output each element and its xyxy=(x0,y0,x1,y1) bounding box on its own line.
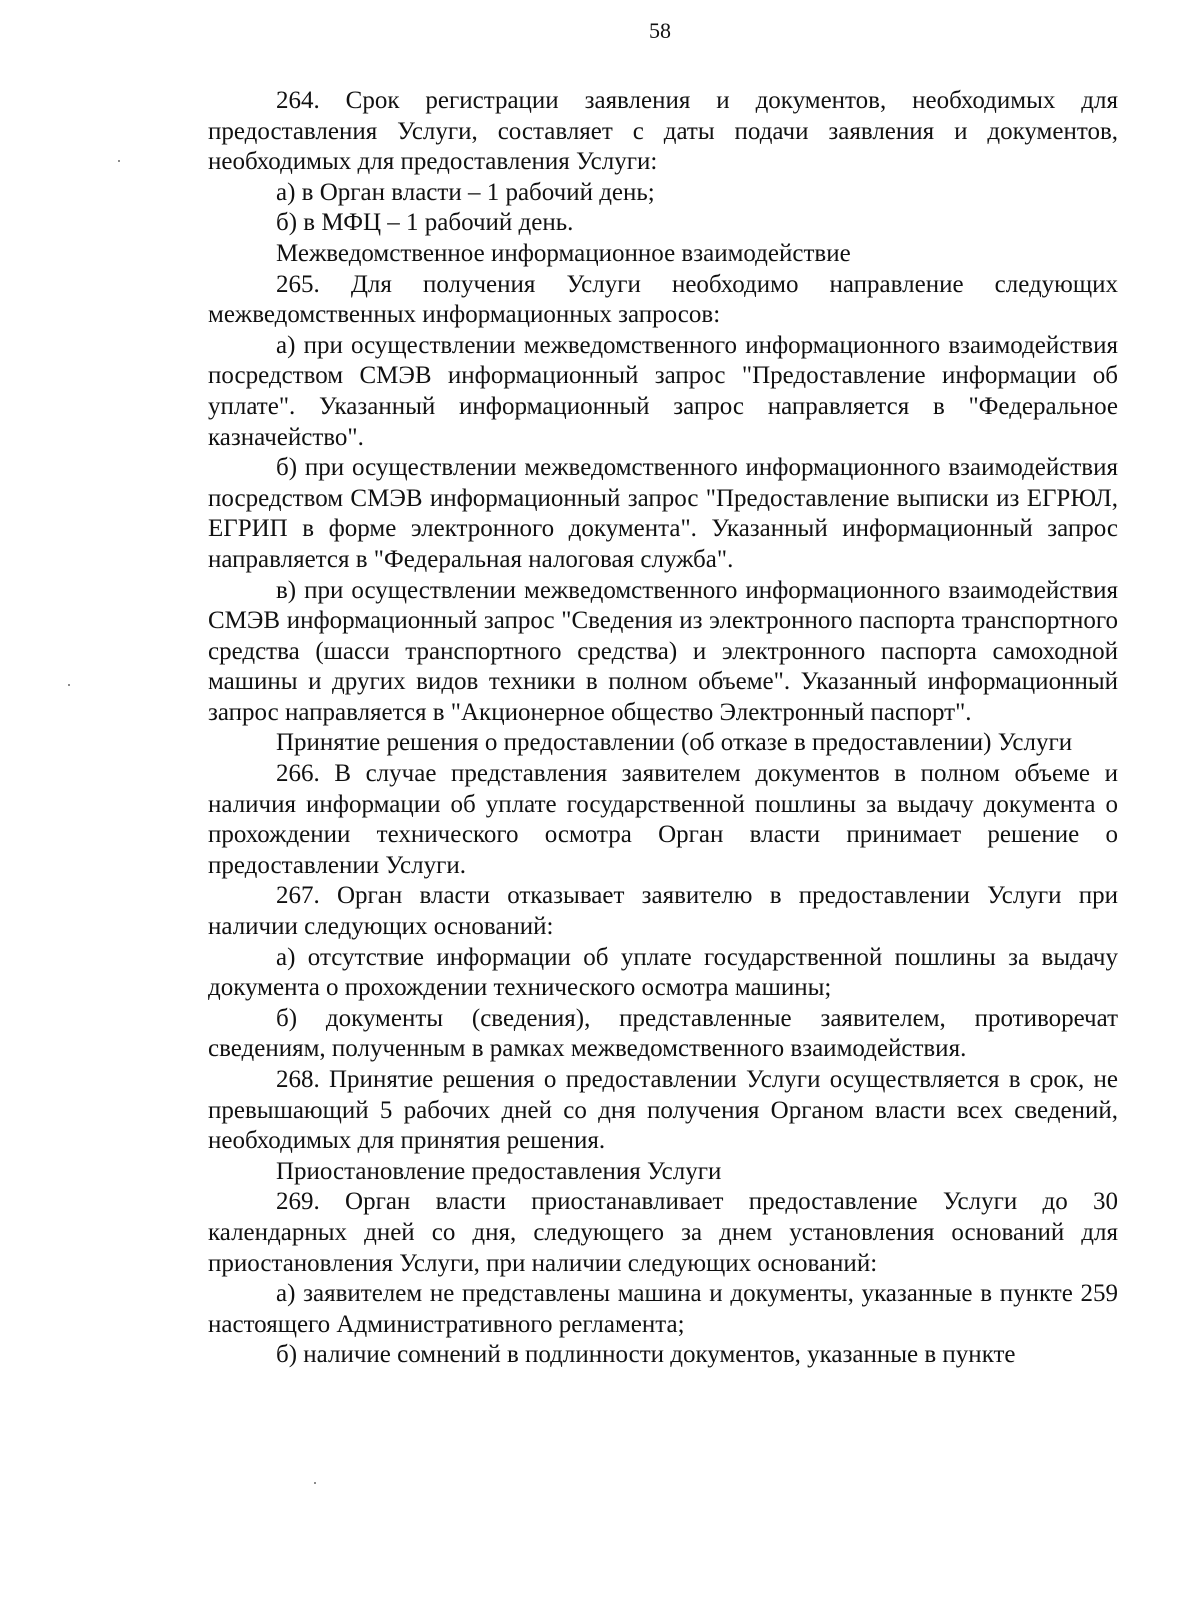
paragraph-269: 269. Орган власти приостанавливает предоставление Услуги до 30 календарных дней со дня, следующего за днем установления оснований для приостановления Услуги, при наличии следующих оснований: xyxy=(208,1188,1118,1277)
section-heading-interagency: Межведомственное информационное взаимодействие xyxy=(276,239,851,267)
list-item-265a: а) при осуществлении межведомственного информационного взаимодействия посредством СМЭВ информационный запрос "Предоставление информации об уплате". Указанный информационный запрос направляется в "Федеральное казначейство". xyxy=(208,331,1118,451)
list-item-265c: в) при осуществлении межведомственного информационного взаимодействия СМЭВ информационный запрос "Сведения из электронного паспорта транспортного средства (шасси транспортного средства) и электронного паспорта самоходной машины и других видов техники в полном объеме". Указанный информационный запрос направляется в "Акционерное общество Электронный паспорт". xyxy=(208,576,1118,726)
paragraph-266: 266. В случае представления заявителем документов в полном объеме и наличия информации об уплате государственной пошлины за выдачу документа о прохождении технического осмотра Орган власти принимает решение о предоставлении Услуги. xyxy=(208,760,1118,879)
list-item-264a: а) в Орган власти – 1 рабочий день; xyxy=(276,178,655,206)
list-item-269a: а) заявителем не представлены машина и документы, указанные в пункте 259 настоящего Административного регламента; xyxy=(208,1280,1118,1338)
document-body xyxy=(208,86,1118,1371)
paragraph-265: 265. Для получения Услуги необходимо направление следующих межведомственных информационных запросов: xyxy=(208,270,1118,329)
scan-speck xyxy=(118,160,120,162)
list-item-267b: б) документы (сведения), представленные заявителем, противоречат сведениям, полученным в рамках межведомственного взаимодействия. xyxy=(208,1004,1118,1063)
paragraph-267: 267. Орган власти отказывает заявителю в предоставлении Услуги при наличии следующих оснований: xyxy=(208,882,1118,941)
paragraph-264: 264. Срок регистрации заявления и документов, необходимых для предоставления Услуги, составляет с даты подачи заявления и документов, необходимых для предоставления Услуги: xyxy=(208,87,1118,176)
scan-speck xyxy=(314,1482,316,1484)
section-heading-suspension: Приостановление предоставления Услуги xyxy=(276,1157,722,1185)
list-item-265b: б) при осуществлении межведомственного информационного взаимодействия посредством СМЭВ информационный запрос "Предоставление выписки из ЕГРЮЛ, ЕГРИП в форме электронного документа". Указанный информационный запрос направляется в "Федеральная налоговая служба". xyxy=(208,454,1118,573)
scan-speck xyxy=(68,684,70,686)
list-item-267a: а) отсутствие информации об уплате государственной пошлины за выдачу документа о прохождении технического осмотра машины; xyxy=(208,943,1118,1002)
paragraph-268: 268. Принятие решения о предоставлении Услуги осуществляется в срок, не превышающий 5 рабочих дней со дня получения Органом власти всех сведений, необходимых для принятия решения. xyxy=(208,1066,1118,1155)
list-item-264b: б) в МФЦ – 1 рабочий день. xyxy=(276,209,574,237)
section-heading-decision: Принятие решения о предоставлении (об отказе в предоставлении) Услуги xyxy=(276,729,1073,757)
page-number: 58 xyxy=(649,18,671,43)
list-item-269b: б) наличие сомнений в подлинности документов, указанные в пункте xyxy=(276,1341,1016,1369)
